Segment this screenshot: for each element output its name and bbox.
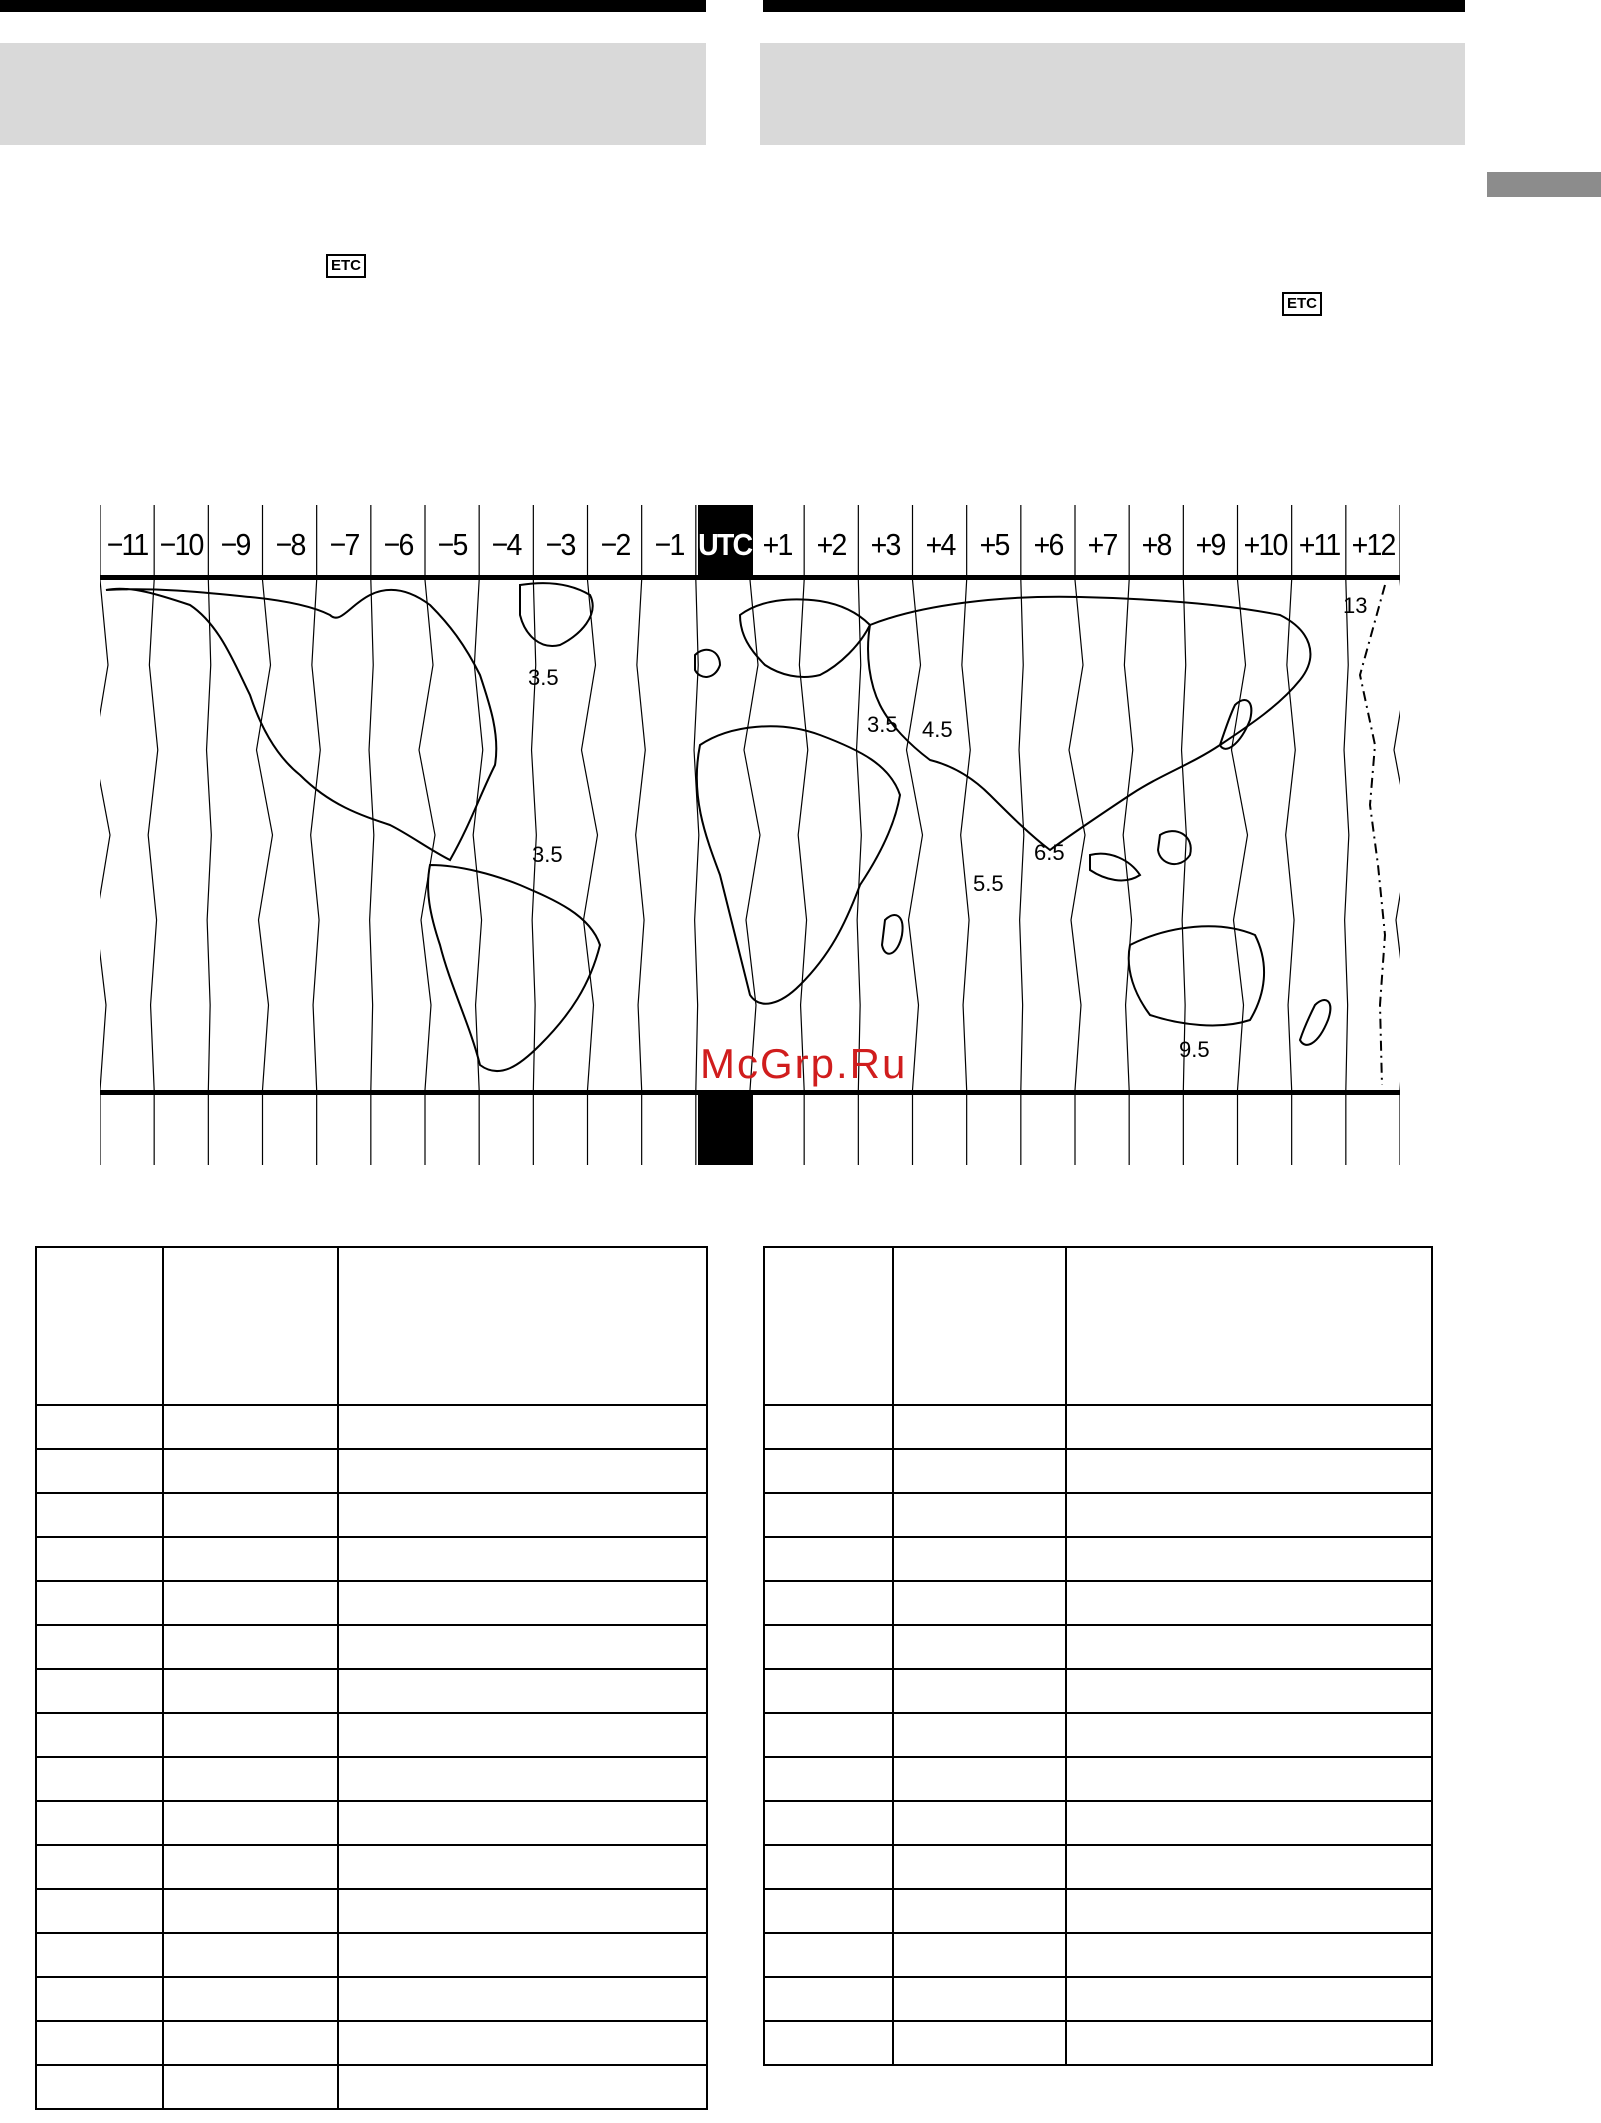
table-cell (338, 1845, 707, 1889)
utc-footer-block (698, 1092, 753, 1165)
table-cell (36, 1669, 163, 1713)
zone-label: +9 (1195, 527, 1225, 562)
table-row (764, 1757, 1432, 1801)
table-header-cell (36, 1247, 163, 1405)
table-cell (1066, 1537, 1432, 1581)
table-cell (764, 1581, 893, 1625)
right-time-zone-table (763, 1246, 1433, 2066)
zone-boundary-line (369, 580, 374, 1090)
table-cell (1066, 1801, 1432, 1845)
table-cell (36, 1977, 163, 2021)
table-row (36, 1537, 707, 1581)
left-top-rule (0, 0, 706, 12)
table-cell (36, 1405, 163, 1449)
table-row (36, 2065, 707, 2109)
table-row (764, 1581, 1432, 1625)
right-section-header (760, 43, 1465, 145)
table-cell (36, 2065, 163, 2109)
table-row (764, 1889, 1432, 1933)
table-row (36, 1449, 707, 1493)
south-america-outline (428, 865, 600, 1071)
table-row (36, 1845, 707, 1889)
zone-boundary-line (419, 580, 435, 1090)
table-row (36, 1625, 707, 1669)
table-cell (1066, 1845, 1432, 1889)
map-offset-label: 4.5 (922, 717, 953, 742)
left-section-header (0, 43, 706, 145)
zone-label: +7 (1087, 527, 1117, 562)
table-header-cell (338, 1247, 707, 1405)
table-cell (893, 1889, 1066, 1933)
table-cell (893, 1537, 1066, 1581)
table-cell (36, 2021, 163, 2065)
zone-boundary-line (1019, 580, 1024, 1090)
table-cell (764, 2021, 893, 2065)
zone-boundary-line (1286, 580, 1296, 1090)
new-zealand-outline (1300, 1000, 1330, 1045)
table-row (36, 1405, 707, 1449)
table-cell (36, 1801, 163, 1845)
table-cell (338, 1537, 707, 1581)
table-row (36, 1801, 707, 1845)
table-cell (36, 1493, 163, 1537)
zone-label: −6 (383, 527, 413, 562)
zone-boundary-line (1232, 580, 1248, 1090)
continent-outlines (106, 583, 1385, 1085)
table-row (764, 1845, 1432, 1889)
table-cell (36, 1449, 163, 1493)
table-cell (163, 1405, 338, 1449)
table-cell (1066, 1449, 1432, 1493)
table-cell (1066, 1493, 1432, 1537)
table-cell (163, 1625, 338, 1669)
table-cell (163, 1669, 338, 1713)
table-cell (36, 1625, 163, 1669)
zone-label: +12 (1351, 527, 1395, 562)
table-cell (893, 1581, 1066, 1625)
zone-label: +3 (870, 527, 900, 562)
table-cell (764, 1405, 893, 1449)
map-offset-label: 5.5 (973, 871, 1004, 896)
table-cell (1066, 1889, 1432, 1933)
table-cell (1066, 1405, 1432, 1449)
table-row (764, 1801, 1432, 1845)
table-cell (1066, 1625, 1432, 1669)
table-row (764, 1713, 1432, 1757)
table-cell (764, 1537, 893, 1581)
table-cell (764, 1889, 893, 1933)
map-offset-label: 3.5 (867, 712, 898, 737)
zone-label: −9 (220, 527, 250, 562)
table-cell (764, 1757, 893, 1801)
table-row (36, 1977, 707, 2021)
table-cell (338, 1669, 707, 1713)
table-cell (163, 1801, 338, 1845)
zone-boundary-line (311, 580, 321, 1090)
zone-label: −7 (329, 527, 359, 562)
zone-boundary-line (1123, 580, 1133, 1090)
zone-boundary-line (582, 580, 598, 1090)
zone-label: UTC (697, 527, 752, 562)
table-cell (764, 1493, 893, 1537)
table-cell (893, 2021, 1066, 2065)
table-cell (338, 1581, 707, 1625)
zone-label: −3 (545, 527, 575, 562)
table-cell (764, 1713, 893, 1757)
table-cell (893, 1801, 1066, 1845)
table-cell (36, 1933, 163, 1977)
zone-label: −1 (654, 527, 684, 562)
zone-boundary-line (1344, 580, 1349, 1090)
table-cell (764, 1933, 893, 1977)
table-cell (163, 1537, 338, 1581)
table-cell (764, 1845, 893, 1889)
section-index-tab (1487, 172, 1601, 197)
table-cell (1066, 1669, 1432, 1713)
zone-label: +6 (1033, 527, 1063, 562)
table-cell (1066, 1713, 1432, 1757)
zone-boundary-line (257, 580, 273, 1090)
map-offset-label: 13 (1343, 593, 1368, 618)
table-cell (338, 1889, 707, 1933)
table-cell (1066, 1581, 1432, 1625)
zone-label: −2 (600, 527, 629, 562)
date-line (1360, 585, 1385, 1085)
table-row (764, 1449, 1432, 1493)
etc-icon: ETC (1282, 292, 1322, 316)
table-cell (893, 1933, 1066, 1977)
table-cell (36, 1713, 163, 1757)
table-cell (36, 1581, 163, 1625)
table-row (36, 1581, 707, 1625)
zone-label: −10 (159, 527, 203, 562)
table-cell (893, 1493, 1066, 1537)
zone-label: +8 (1141, 527, 1171, 562)
zone-boundary-line (636, 580, 646, 1090)
table-header-cell (163, 1247, 338, 1405)
table-cell (163, 1493, 338, 1537)
europe-outline (740, 599, 870, 677)
left-time-zone-table (35, 1246, 708, 2110)
table-cell (163, 1449, 338, 1493)
table-header-cell (764, 1247, 893, 1405)
table-cell (163, 1757, 338, 1801)
zone-boundary-line (532, 580, 537, 1090)
zone-label: +4 (925, 527, 954, 562)
australia-outline (1129, 926, 1264, 1025)
table-row (36, 2021, 707, 2065)
table-row (764, 1537, 1432, 1581)
table-cell (338, 1933, 707, 1977)
table-cell (893, 1625, 1066, 1669)
table-row (36, 1669, 707, 1713)
table-cell (893, 1405, 1066, 1449)
africa-outline (697, 726, 900, 1003)
zone-label: +11 (1298, 527, 1340, 562)
table-header-row (36, 1247, 707, 1405)
map-offset-label: 3.5 (532, 842, 563, 867)
zone-label: +10 (1243, 527, 1287, 562)
table-cell (1066, 1977, 1432, 2021)
table-cell (36, 1757, 163, 1801)
map-offset-label: 9.5 (1179, 1037, 1210, 1062)
zone-label: −8 (275, 527, 304, 562)
table-row (36, 1713, 707, 1757)
table-cell (36, 1845, 163, 1889)
table-cell (764, 1977, 893, 2021)
table-cell (893, 1845, 1066, 1889)
table-cell (1066, 1757, 1432, 1801)
zone-label: +2 (816, 527, 846, 562)
table-header-cell (893, 1247, 1066, 1405)
table-header-row (764, 1247, 1432, 1405)
table-row (764, 1977, 1432, 2021)
table-row (36, 1493, 707, 1537)
table-cell (163, 1845, 338, 1889)
table-cell (893, 1449, 1066, 1493)
table-cell (338, 1625, 707, 1669)
table-cell (338, 1977, 707, 2021)
table-cell (764, 1801, 893, 1845)
table-row (764, 1669, 1432, 1713)
table-row (36, 1933, 707, 1977)
table-row (36, 1757, 707, 1801)
table-row (764, 1625, 1432, 1669)
indonesia-outline (1090, 854, 1140, 881)
zone-boundary-line (148, 580, 158, 1090)
map-offset-label: 6.5 (1034, 840, 1065, 865)
table-cell (893, 1977, 1066, 2021)
table-cell (338, 1801, 707, 1845)
madagascar-outline (882, 915, 903, 954)
table-row (764, 1933, 1432, 1977)
table-cell (338, 1493, 707, 1537)
table-header-cell (1066, 1247, 1432, 1405)
zone-label: −5 (437, 527, 467, 562)
map-offset-label: 3.5 (528, 665, 559, 690)
table-cell (338, 1757, 707, 1801)
zone-boundary-line (1394, 580, 1400, 1090)
zone-label: −4 (491, 527, 521, 562)
table-cell (163, 1977, 338, 2021)
table-cell (338, 1713, 707, 1757)
table-cell (338, 1405, 707, 1449)
table-cell (163, 1581, 338, 1625)
zone-boundary-line (798, 580, 808, 1090)
etc-icon: ETC (326, 254, 366, 278)
table-row (764, 1493, 1432, 1537)
greenland-outline (520, 583, 593, 646)
table-cell (163, 2065, 338, 2109)
table-row (764, 2021, 1432, 2065)
zone-label: +5 (979, 527, 1009, 562)
table-row (36, 1889, 707, 1933)
watermark-text: McGrp.Ru (700, 1040, 908, 1087)
table-cell (1066, 1933, 1432, 1977)
table-cell (338, 2021, 707, 2065)
table-cell (163, 1713, 338, 1757)
table-cell (764, 1669, 893, 1713)
table-cell (764, 1449, 893, 1493)
zone-boundary-line (100, 580, 110, 1090)
table-cell (163, 1933, 338, 1977)
table-cell (893, 1713, 1066, 1757)
table-cell (163, 1889, 338, 1933)
zone-label: +1 (762, 527, 792, 562)
table-cell (893, 1757, 1066, 1801)
table-cell (163, 2021, 338, 2065)
table-row (764, 1405, 1432, 1449)
zone-label: −11 (106, 527, 148, 562)
table-cell (1066, 2021, 1432, 2065)
zone-boundary-line (961, 580, 971, 1090)
table-cell (764, 1625, 893, 1669)
zone-boundary-line (473, 580, 483, 1090)
table-cell (338, 1449, 707, 1493)
zone-boundary-line (907, 580, 923, 1090)
table-cell (338, 2065, 707, 2109)
table-cell (893, 1669, 1066, 1713)
right-top-rule (763, 0, 1465, 12)
north-america-outline (106, 589, 496, 860)
zone-boundary-line (207, 580, 212, 1090)
table-cell (36, 1537, 163, 1581)
table-cell (36, 1889, 163, 1933)
zone-boundary-line (857, 580, 862, 1090)
